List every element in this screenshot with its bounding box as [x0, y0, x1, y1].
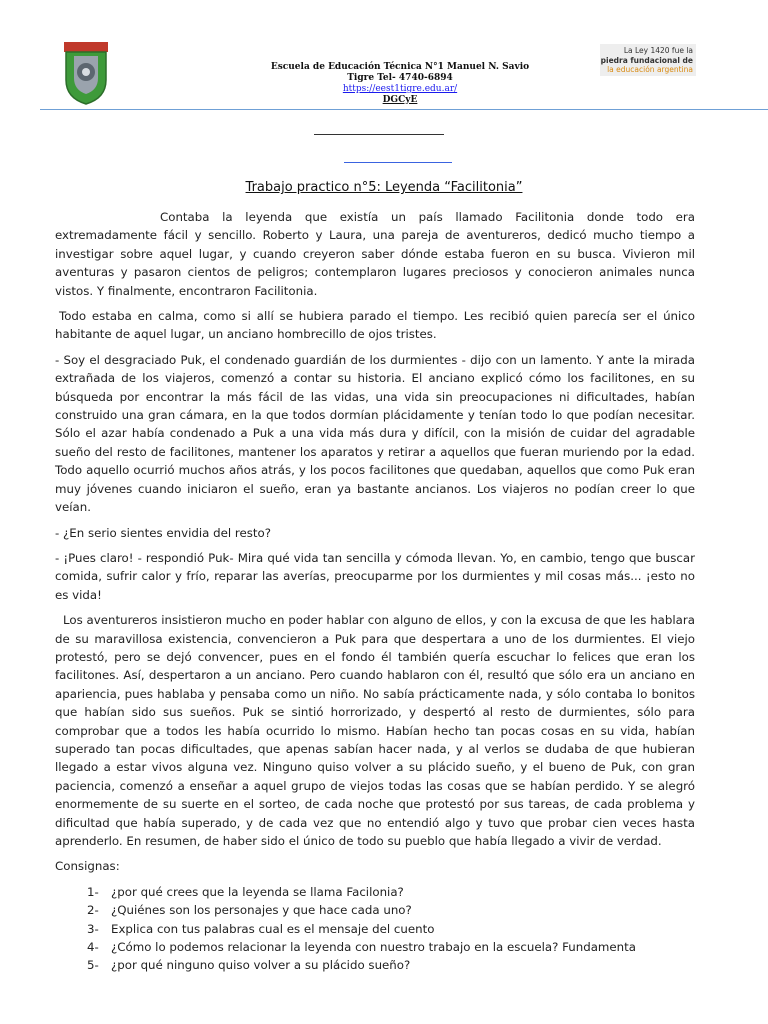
ley-line-2: piedra fundacional de: [600, 55, 693, 65]
list-item: [55, 938, 695, 956]
list-item: [55, 883, 695, 901]
ley-line-3: la educación argentina: [607, 65, 693, 74]
school-name: Escuela de Educación Técnica N°1 Manuel N. Savio: [270, 62, 530, 72]
question-text: ¿por qué ninguno quiso volver a su plácido sueño?: [111, 958, 411, 973]
title-text: Trabajo practico n°5: Leyenda “Facilitonia”: [245, 180, 523, 195]
consignas-label: Consignas:: [55, 859, 120, 874]
header-divider: [40, 109, 768, 110]
ley-1420-banner: [600, 44, 696, 76]
list-item: [55, 920, 695, 938]
question-text: Explica con tus palabras cual es el mensaje del cuento: [111, 921, 435, 936]
dgcye-label: DGCyE: [382, 95, 418, 105]
document-body: [55, 208, 695, 975]
question-text: ¿Quiénes son los personajes y que hace cada uno?: [111, 903, 412, 918]
blank-line-blue: [344, 162, 452, 163]
question-number: 5-: [87, 958, 99, 973]
school-phone: Tigre Tel- 4740-6894: [347, 73, 453, 83]
paragraph-2: Todo estaba en calma, como si allí se hubiera parado el tiempo. Les recibió quien parecía ser el único habitante de aquel lugar, un anciano hombrecillo de ojos tristes.: [55, 309, 695, 342]
question-number: 2-: [87, 903, 99, 918]
list-item: [55, 956, 695, 974]
ley-line-1: La Ley 1420 fue la: [623, 46, 693, 55]
question-number: 1-: [87, 884, 99, 899]
school-shield-logo-icon: [60, 40, 112, 106]
questions-list: [55, 883, 695, 975]
paragraph-1: Contaba la leyenda que existía un país llamado Facilitonia donde todo era extremadamente fácil y sencillo. Roberto y Laura, una pareja de aventureros, dedicó mucho tiempo a investigar sobre aquel lugar, y cuando creyeron saber dónde estaba fueron en su busca. Vivieron mil aventuras y pasaron cientos de peligros; contemplaron lugares preciosos y conocieron animales nunca vistos. Y finalmente, encontraron Facilitonia.: [55, 210, 695, 298]
question-number: 3-: [87, 921, 99, 936]
paragraph-3: - Soy el desgraciado Puk, el condenado guardián de los durmientes - dijo con un lamento. Y ante la mirada extrañada de los viajeros, comenzó a contar su historia. El anciano explicó cómo los facilitones, en su búsqueda por encontrar la más fácil de las vidas, una vida sin preocupaciones ni dificultades, habían construido una gran cámara, en la que todos dormían plácidamente y tenían todo lo que podían necesitar. Sólo el azar había condenado a Puk a una vida más dura y difícil, con la misión de cuidar del agradable sueño del resto de facilitones, mantener los aparatos y retirar a aquellos que fueran muriendo por la edad. Todo aquello ocurrió muchos años atrás, y los pocos facilitones que quedaban, aquellos que como Puk eran muy jóvenes cuando iniciaron el sueño, eran ya bastante ancianos. Los viajeros no podían creer lo que veían.: [55, 352, 695, 515]
paragraph-6: Los aventureros insistieron mucho en poder hablar con alguno de ellos, y con la excusa de que les hablara de su maravillosa existencia, convencieron a Puk para que despertara a uno de los durmientes. El viejo protestó, pero se dejó convencer, pues en el fondo él también quería escuchar lo felices que eran los facilitones. Así, despertaron a un anciano. Pero cuando hablaron con él, resultó que sólo era un anciano en apariencia, pues hablaba y pensaba como un niño. No sabía prácticamente nada, y sólo contaba lo bonitos que habían sido sus sueños. Puk se sintió horrorizado, y despertó al resto de durmientes, sólo para comprobar que a todos les había ocurrido lo mismo. Habían hecho tan pocas cosas en su vida, habían superado tan pocas dificultades, que apenas sabían hacer nada, y al verlos se dudaba de que hubieran llegado a estar vivos alguna vez. Ninguno quiso volver a su plácido sueño, y el bueno de Puk, con gran paciencia, comenzó a enseñar a aquel grupo de viejos todas las cosas que se habían perdido. Y se alegró enormemente de su suerte en el sorteo, de cada noche que protestó por sus tareas, de cada problema y dificultad que había superado, y de cada vez que no entendió algo y tuvo que probar cien veces hasta aprenderlo. En resumen, de haber sido el único de todo su pueblo que había llegado a vivir de verdad.: [55, 613, 695, 848]
question-text: ¿por qué crees que la leyenda se llama Facilonia?: [111, 884, 404, 899]
document-title: [0, 180, 768, 195]
blank-line-black: [314, 134, 444, 135]
letterhead: [0, 0, 768, 110]
question-number: 4-: [87, 940, 99, 955]
question-text: ¿Cómo lo podemos relacionar la leyenda con nuestro trabajo en la escuela? Fundamenta: [111, 940, 637, 955]
list-item: [55, 901, 695, 919]
school-info: [230, 62, 570, 106]
paragraph-4: - ¿En serio sientes envidia del resto?: [55, 525, 271, 540]
school-website-link[interactable]: https://eest1tigre.edu.ar/: [342, 84, 458, 94]
paragraph-5: - ¡Pues claro! - respondió Puk- Mira qué vida tan sencilla y cómoda llevan. Yo, en cambio, tengo que buscar comida, sufrir calor y frío, reparar las averías, preocuparme por los durmientes y mil cosas más... ¡esto no es vida!: [55, 550, 695, 602]
